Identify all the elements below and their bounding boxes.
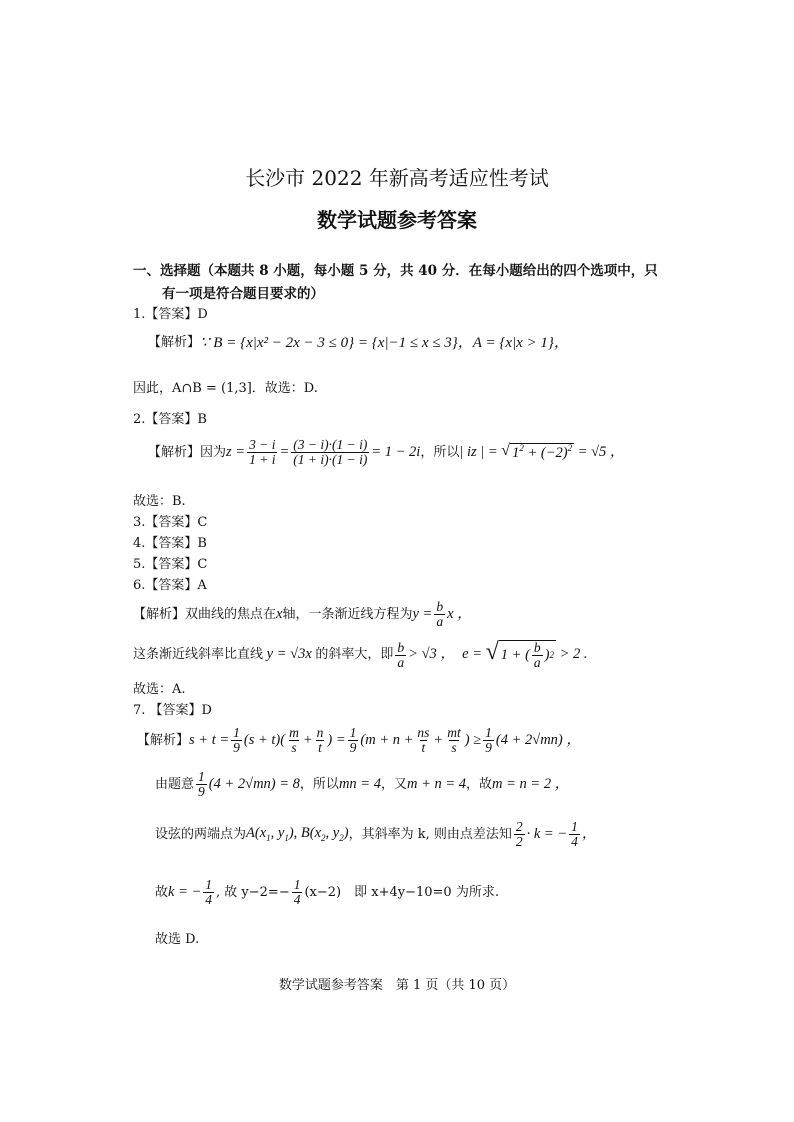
q6-line2: 这条渐近线斜率比直线 y = √3x 的斜率大，即 $\frac{b}{a}$ > √3 ， e = √ 1 + ( $\frac{b}{a}$ ) 2 > 2 . xyxy=(133,639,588,671)
q2-so: ，所以 xyxy=(420,444,460,460)
q3-answer: 3.【答案】C xyxy=(133,515,208,530)
q7-line3b: ，其斜率为 k, 则由点差法知 xyxy=(348,826,512,842)
page-subtitle: 数学试题参考答案 xyxy=(317,208,477,232)
section-heading-line1: 一、选择题（本题共 8 小题，每小题 5 分，共 40 分．在每小题给出的四个选项中，只 xyxy=(133,263,658,279)
page-title: 长沙市 2022 年新高考适应性考试 xyxy=(245,166,549,190)
q7-line2c: ，又 xyxy=(380,776,407,792)
q2-frac1: $\frac{3 - i}{1 + i}$ xyxy=(249,437,276,468)
q2-sqrt: √ $1^2 + (-2)^2$ xyxy=(501,442,573,462)
q6-line2a: 这条渐近线斜率比直线 xyxy=(133,647,264,663)
q7-line2d: ，故 xyxy=(466,776,493,792)
q1-answer: 1.【答案】D xyxy=(133,307,208,322)
q6-frac-ba2: $\frac{b}{a}$ xyxy=(397,639,405,670)
q7-line2a: 由题意 xyxy=(155,776,195,792)
q7-line4c: (x−2) 即 x+4y−10=0 为所求. xyxy=(304,884,499,900)
q6-end: 故选：A. xyxy=(133,682,186,697)
q2-frac2: $\frac{(3 - i)\cdot(1 - i)}{(1 + i)\cdot(1 - i)}$ xyxy=(293,437,368,468)
q7-line2b: ，所以 xyxy=(299,776,339,792)
q7-line3: 设弦的两端点为 $A(x_1$, $y_1$), $B(x_2$, $y_2$) ，其斜率为 k, 则由点差法知 $\frac{2}{2}$ · k = − $\frac{1}{4}$ ， xyxy=(155,819,597,850)
q7-line4: 故 k = − $\frac{1}{4}$ , 故 y−2=− $\frac{1}{4}$ (x−2) 即 x+4y−10=0 为所求. xyxy=(155,877,499,908)
q7-line4a: 故 xyxy=(155,884,169,900)
q7-line3a: 设弦的两端点为 xyxy=(155,826,247,842)
q2-modulus: | iz | = xyxy=(459,443,502,460)
q7-line1: 【解析】 s + t = $\frac{1}{9}$ (s + t)( $\frac{m}{s}$ + $\frac{n}{t}$ ) = $\frac{1}{9}$ (m + n + $\frac{ns}{t}$ + $\frac{mt}{s}$ ) ≥ $\frac{1}{9}$ (4 + 2√mn) ， xyxy=(137,725,581,756)
q1-analysis xyxy=(148,334,569,352)
q6-x: x xyxy=(276,605,283,622)
q6-answer: 6.【答案】A xyxy=(133,578,207,593)
section-heading-line2: 有一项是符合题目要求的） xyxy=(162,286,324,302)
q1-conclusion: 因此，A∩B = (1,3]．故选：D. xyxy=(133,381,318,396)
q6-line1b: 轴，一条渐近线方程为 xyxy=(282,606,413,622)
q7-line4b: , 故 y−2=− xyxy=(216,884,290,900)
q7-answer: 7. 【答案】D xyxy=(133,703,212,718)
q7-end: 故选 D. xyxy=(155,932,200,947)
q2-analysis-label: 【解析】 xyxy=(148,444,201,460)
q2-answer: 2.【答案】B xyxy=(133,412,207,427)
q4-answer: 4.【答案】B xyxy=(133,536,207,551)
q6-line2b: 的斜率大，即 xyxy=(315,647,394,663)
q1-analysis-label: 【解析】 xyxy=(148,335,201,351)
q2-sqrt5: = √5 ， xyxy=(574,443,625,460)
q7-analysis-label: 【解析】 xyxy=(137,732,190,748)
q2-end: 故选：B. xyxy=(133,494,186,509)
q2-result: = 1 − 2i xyxy=(371,443,421,460)
q1-set-expression: ∵ B = {x|x² − 2x − 3 ≤ 0} = {x|−1 ≤ x ≤ 3}，A = {x|x > 1}， xyxy=(200,335,569,351)
q7-line2: 由题意 $\frac{1}{9}$ (4 + 2√mn) = 8 ，所以 mn = 4 ，又 m + n = 4 ，故 m = n = 2 ， xyxy=(155,769,570,800)
q5-answer: 5.【答案】C xyxy=(133,557,208,572)
q6-analysis-label: 【解析】 xyxy=(133,606,186,622)
q2-because: 因为 xyxy=(200,444,227,460)
page-footer: 数学试题参考答案 第 1 页（共 10 页） xyxy=(278,978,516,993)
q6-line1a: 双曲线的焦点在 xyxy=(185,606,277,622)
q6-eccentricity: √ 1 + ( $\frac{b}{a}$ ) 2 xyxy=(485,639,555,671)
q6-line1: 【解析】 双曲线的焦点在 x 轴，一条渐近线方程为 y = $\frac{b}{a}$ x ， xyxy=(133,599,472,630)
q6-frac-ba: $\frac{b}{a}$ xyxy=(436,599,444,630)
q2-z: z = xyxy=(226,443,246,460)
q2-analysis: 【解析】 因为 z = $\frac{3 - i}{1 + i}$ = $\frac{(3 - i)\cdot(1 - i)}{(1 + i)\cdot(1 - i)}$ = 1 − 2i ，所以 | iz | = √ $1^2 + (-2)^2$ = √5 ， xyxy=(148,437,625,468)
